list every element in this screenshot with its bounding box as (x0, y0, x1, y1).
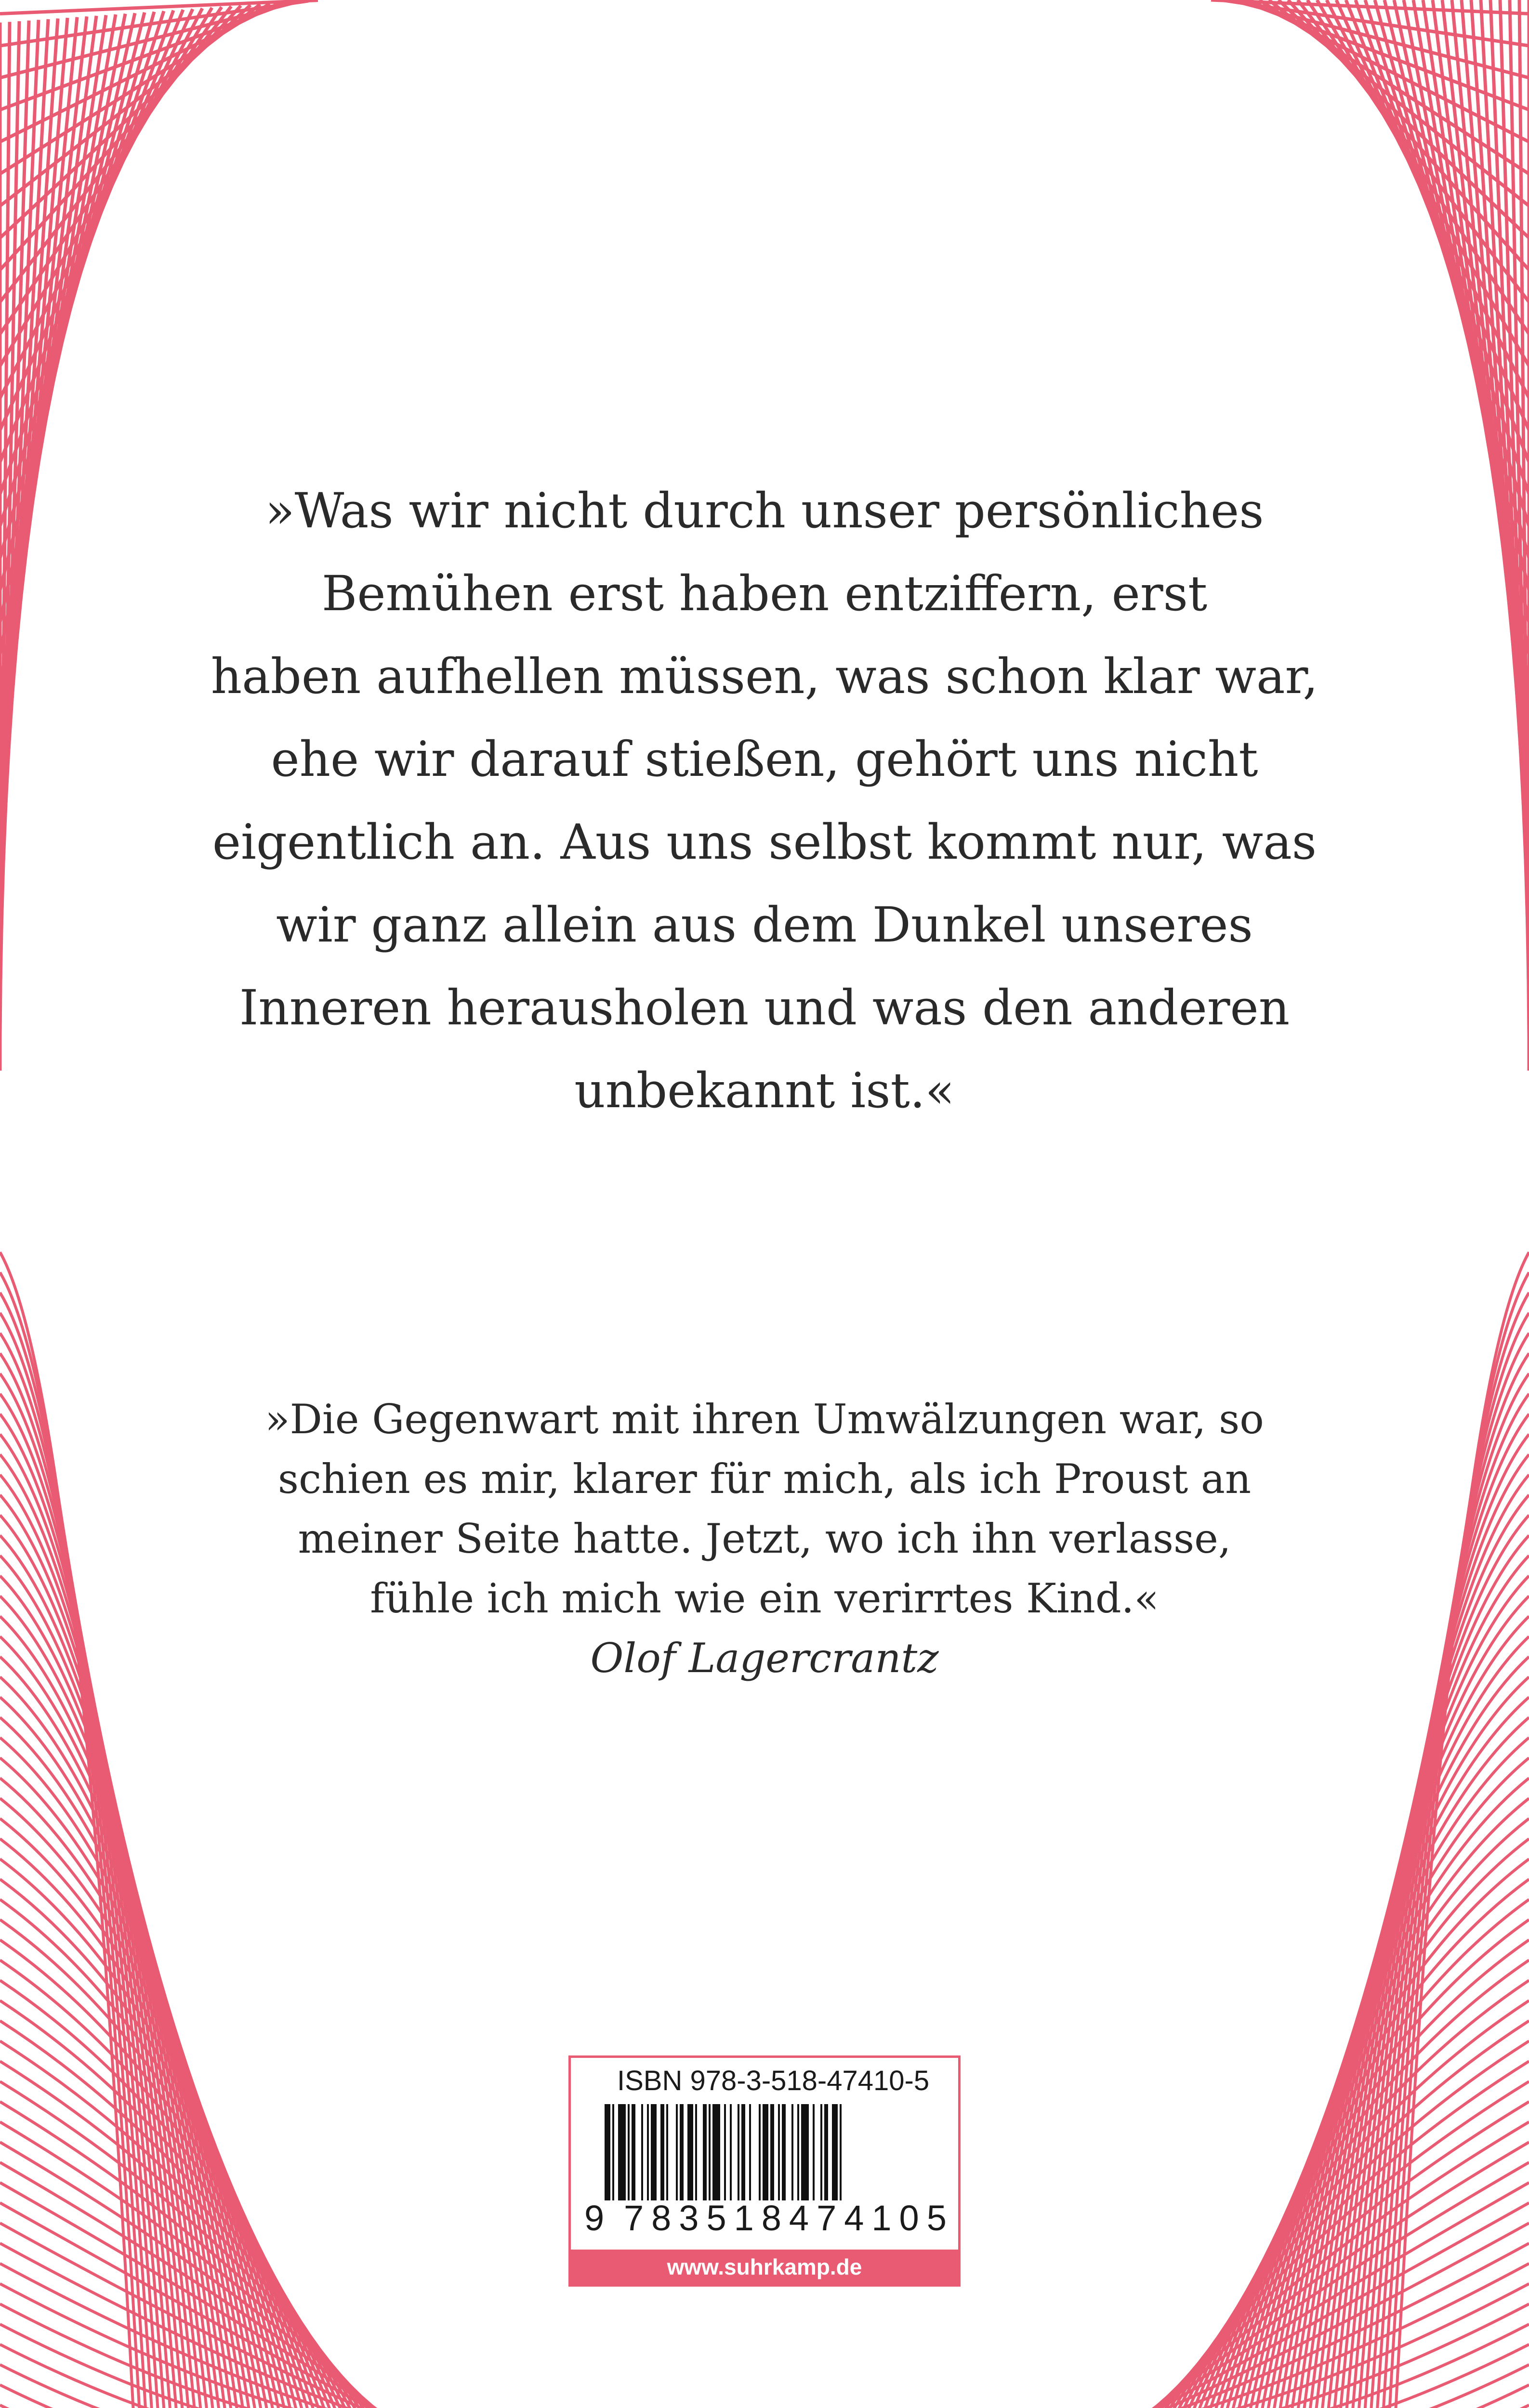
isbn-barcode-box (568, 2055, 961, 2287)
quote-line: unbekannt ist.« (574, 1062, 955, 1119)
quote-line: fühle ich mich wie ein verirrtes Kind.« (370, 1575, 1159, 1622)
quote-line: haben aufhellen müssen, was schon klar war, (211, 648, 1318, 705)
main-quote (186, 470, 1343, 1132)
quote-line: Bemühen erst haben entziffern, erst (321, 565, 1208, 622)
quote-author: Olof Lagercrantz (590, 1635, 939, 1682)
quote-line: eigentlich an. Aus uns selbst kommt nur, was (212, 814, 1317, 870)
quote-line: »Die Gegenwart mit ihren Umwälzungen war, so (265, 1396, 1264, 1443)
quote-line: ehe wir darauf stießen, gehört uns nicht (271, 731, 1258, 787)
isbn-label: ISBN 978-3-518-47410-5 (617, 2065, 930, 2096)
quote-line: »Was wir nicht durch unser persönliches (265, 483, 1264, 539)
secondary-quote (186, 1389, 1343, 1688)
barcode-bars (605, 2104, 932, 2200)
ean-first-digit: 9 (584, 2198, 605, 2238)
quote-line: schien es mir, klarer für mich, als ich Proust an (277, 1455, 1252, 1503)
quote-line: Inneren herausholen und was den anderen (239, 980, 1290, 1036)
publisher-url: www.suhrkamp.de (571, 2250, 958, 2284)
ean-digits: 783518474105 (624, 2198, 954, 2238)
quote-line: wir ganz allein aus dem Dunkel unseres (276, 897, 1253, 953)
quote-line: meiner Seite hatte. Jetzt, wo ich ihn verlasse, (298, 1515, 1231, 1562)
